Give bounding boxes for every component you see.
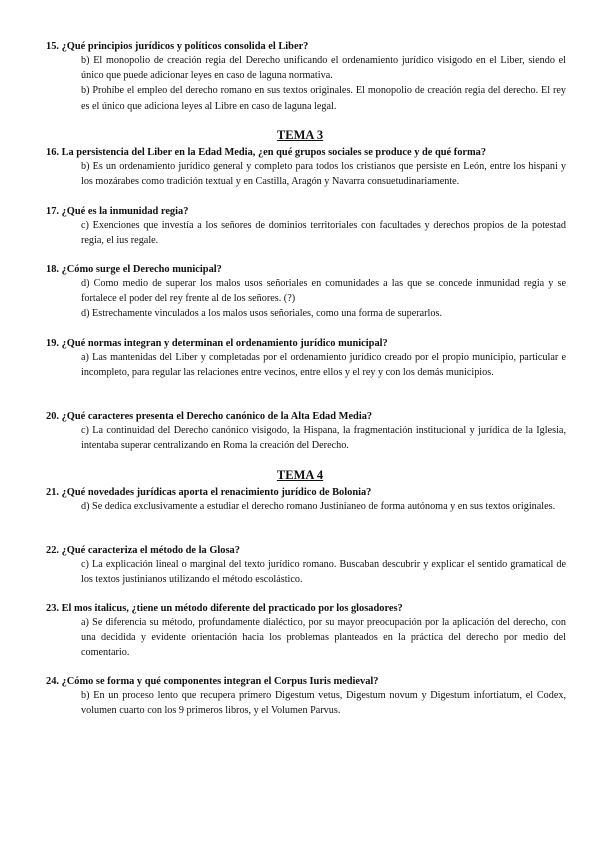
question-title: 15. ¿Qué principios jurídicos y políticos consolida el Liber? xyxy=(46,41,309,52)
section-heading-tema-3: TEMA 3 xyxy=(276,128,324,142)
question-17 xyxy=(46,205,566,248)
question-19 xyxy=(46,337,566,380)
question-23 xyxy=(46,602,566,661)
question-15 xyxy=(46,40,566,114)
question-18 xyxy=(46,263,566,322)
answer-text: a) Se diferencia su método, profundamente dialéctico, por su mayor preocupación por la aplicación del derecho, con una decidida y evidente orientación hacia los problemas planteados en la práctica del derecho por medio del comentario. xyxy=(81,617,566,659)
question-20 xyxy=(46,410,566,453)
question-title: 20. ¿Qué caracteres presenta el Derecho canónico de la Alta Edad Media? xyxy=(46,411,373,422)
question-title: 19. ¿Qué normas integran y determinan el ordenamiento jurídico municipal? xyxy=(46,338,388,349)
question-title: 17. ¿Qué es la inmunidad regia? xyxy=(46,206,189,217)
answer-text: b) Es un ordenamiento jurídico general y completo para todos los cristianos que persiste en León, entre los hispani y los mozárabes como tradición textual y en Castilla, Aragón y Navarra consuetudinariamente. xyxy=(81,161,566,188)
section-heading-tema-4: TEMA 4 xyxy=(276,468,324,482)
answer-text: c) La continuidad del Derecho canónico visigodo, la Hispana, la fragmentación institucional y jurídica de la Iglesia, intentaba superar centralizando en Roma la creación del Derecho. xyxy=(81,425,566,452)
question-title: 23. El mos italicus, ¿tiene un método diferente del practicado por los glosadores? xyxy=(46,603,403,614)
answer-text: d) Se dedica exclusivamente a estudiar el derecho romano Justinianeo de forma autónoma y en sus textos originales. xyxy=(81,501,556,512)
answer-text: d) Como medio de superar los malos usos señoriales en comunidades a las que se concede inmunidad regia y se fortalece el poder del rey frente al de los señores. (?) xyxy=(81,278,566,305)
question-title: 16. La persistencia del Liber en la Edad Media, ¿en qué grupos sociales se produce y de qué forma? xyxy=(46,147,487,158)
answer-text: c) Exenciones que investía a los señores de dominios territoriales con facultades y derechos propios de la potestad regia, el ius regale. xyxy=(81,220,566,247)
question-title: 22. ¿Qué caracteriza el método de la Glosa? xyxy=(46,545,240,556)
question-title: 18. ¿Cómo surge el Derecho municipal? xyxy=(46,264,222,275)
answer-text: b) Prohíbe el empleo del derecho romano en sus textos originales. El monopolio de creación regia del derecho. El rey es el único que adiciona leyes al Libre en caso de laguna legal. xyxy=(81,85,566,112)
answer-text: b) En un proceso lento que recupera primero Digestum vetus, Digestum novum y Digestum infortiatum, el Codex, volumen cuarto con los 9 primeros libros, y el Volumen Parvus. xyxy=(81,690,566,717)
question-22 xyxy=(46,544,566,587)
answer-text: a) Las mantenidas del Liber y completadas por el ordenamiento jurídico creado por el propio municipio, particular e incompleto, para regular las relaciones entre vecinos, entre ellos y el rey y con los demás municipios. xyxy=(81,352,566,379)
answer-text: b) El monopolio de creación regia del Derecho unificando el ordenamiento jurídico visigodo en el Liber, siendo el único que puede adicionar leyes en caso de laguna normativa. xyxy=(81,55,566,82)
question-21 xyxy=(46,486,566,514)
question-16 xyxy=(46,146,566,189)
question-title: 24. ¿Cómo se forma y qué componentes integran el Corpus Iuris medieval? xyxy=(46,676,379,687)
answer-text: d) Estrechamente vinculados a los malos usos señoriales, como una forma de superarlos. xyxy=(81,308,442,320)
question-24 xyxy=(46,675,566,718)
answer-text: c) La explicación lineal o marginal del texto jurídico romano. Buscaban descubrir y explicar el sentido gramatical de los textos justinianos utilizando el método escolástico. xyxy=(81,559,566,586)
question-title: 21. ¿Qué novedades jurídicas aporta el renacimiento jurídico de Bolonia? xyxy=(46,487,372,498)
